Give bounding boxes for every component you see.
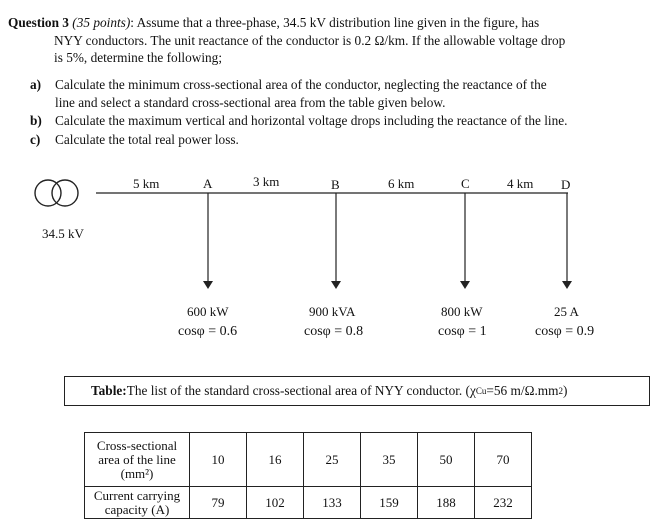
load-pf-b: cosφ = 0.8 (304, 324, 364, 339)
item-b-line-1: Calculate the maximum vertical and horizontal voltage drops including the reactance of the line. (55, 113, 568, 128)
item-b-label: b) (30, 113, 42, 128)
load-value-d: 25 A (554, 304, 579, 319)
standard-area-table (84, 432, 532, 519)
load-arrow-a-icon (203, 281, 213, 289)
item-a-line-2: line and select a standard cross-sectional area from the table given below. (55, 94, 446, 110)
area-cell: 70 (475, 433, 532, 487)
question-line-2: NYY conductors. The unit reactance of the conductor is 0.2 Ω/km. If the allowable voltage drop (54, 32, 566, 48)
table-row-area (85, 433, 532, 487)
current-cell: 133 (304, 487, 361, 519)
question-points: (35 points) (72, 15, 131, 30)
table-caption-text: The list of the standard cross-sectional area of NYY conductor. (χ (126, 383, 476, 398)
area-cell: 50 (418, 433, 475, 487)
row-header-current: Current carrying capacity (A) (85, 487, 190, 519)
segment-label-bc: 6 km (388, 176, 415, 191)
segment-label-0a: 5 km (133, 176, 160, 191)
item-c-line-1: Calculate the total real power loss. (55, 131, 239, 147)
item-a-label: a) (30, 77, 42, 92)
load-arrow-d-icon (562, 281, 572, 289)
area-cell: 25 (304, 433, 361, 487)
question-label: Question 3 (8, 15, 69, 30)
node-label-d: D (561, 177, 571, 192)
node-label-a: A (203, 176, 213, 191)
load-value-a: 600 kW (187, 304, 229, 319)
current-cell: 102 (247, 487, 304, 519)
item-a-line-1: Calculate the minimum cross-sectional area of the conductor, neglecting the reactance of the (55, 77, 547, 92)
table-caption-after: =56 m/Ω.mm (486, 383, 559, 398)
source-circle-right-icon (52, 180, 78, 206)
current-cell: 188 (418, 487, 475, 519)
table-caption-bold: Table: (91, 383, 127, 398)
load-pf-a: cosφ = 0.6 (178, 324, 238, 339)
segment-label-ab: 3 km (253, 174, 280, 189)
load-pf-c: cosφ = 1 (438, 324, 487, 339)
area-cell: 10 (190, 433, 247, 487)
node-label-b: B (331, 177, 340, 192)
item-c-label: c) (30, 131, 41, 147)
area-cell: 35 (361, 433, 418, 487)
source-circle-left-icon (35, 180, 61, 206)
question-text-1: : Assume that a three-phase, 34.5 kV distribution line given in the figure, has (130, 15, 540, 30)
current-cell: 79 (190, 487, 247, 519)
area-cell: 16 (247, 433, 304, 487)
table-row-current (85, 487, 532, 519)
node-label-c: C (461, 176, 470, 191)
table-caption-sub: Cu (475, 386, 487, 396)
load-value-b: 900 kVA (309, 304, 356, 319)
load-arrow-c-icon (460, 281, 470, 289)
row-header-area: Cross-sectional area of the line (mm²) (85, 433, 190, 487)
load-arrow-b-icon (331, 281, 341, 289)
table-caption-sup: 2 (558, 386, 563, 396)
segment-label-cd: 4 km (507, 176, 534, 191)
current-cell: 159 (361, 487, 418, 519)
table-caption-end: ) (562, 383, 568, 398)
source-voltage-label: 34.5 kV (42, 226, 84, 241)
question-line-3: is 5%, determine the following; (54, 50, 223, 65)
load-value-c: 800 kW (441, 304, 483, 319)
current-cell: 232 (475, 487, 532, 519)
table-caption (64, 376, 650, 406)
load-pf-d: cosφ = 0.9 (535, 324, 595, 339)
